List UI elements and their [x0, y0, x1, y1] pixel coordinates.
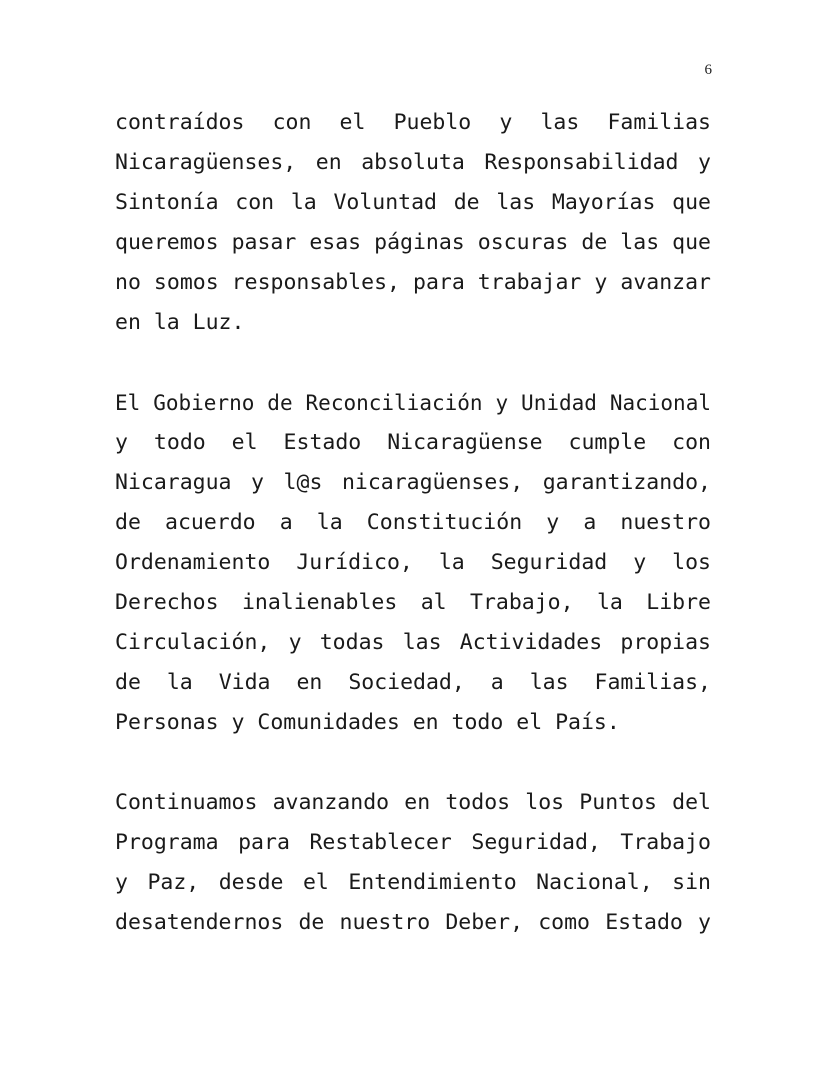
text-line: de acuerdo a la Constitución y a nuestro — [115, 510, 711, 535]
text-line: de la Vida en Sociedad, a las Familias, — [115, 670, 711, 695]
text-line: y Paz, desde el Entendimiento Nacional, sin — [115, 870, 711, 895]
text-line: Circulación, y todas las Actividades propias — [115, 630, 711, 655]
text-line: Personas y Comunidades en todo el País. — [115, 710, 620, 735]
text-line: Programa para Restablecer Seguridad, Trabajo — [115, 830, 711, 855]
text-line: en la Luz. — [115, 310, 245, 335]
text-line: contraídos con el Pueblo y las Familias — [115, 110, 711, 135]
text-line: Nicaragüenses, en absoluta Responsabilidad y — [115, 150, 711, 175]
paragraph-1 — [115, 103, 711, 343]
text-line: queremos pasar esas páginas oscuras de las que — [115, 230, 711, 255]
text-line: Continuamos avanzando en todos los Puntos del — [115, 790, 711, 815]
text-line: Ordenamiento Jurídico, la Seguridad y los — [115, 550, 711, 575]
text-line: Sintonía con la Voluntad de las Mayorías que — [115, 190, 711, 215]
text-line: Nicaragua y l@s nicaragüenses, garantizando, — [115, 470, 711, 495]
text-line: y todo el Estado Nicaragüense cumple con — [115, 430, 711, 455]
paragraph-2 — [115, 383, 711, 743]
page-number: 6 — [704, 62, 712, 78]
text-line: Derechos inalienables al Trabajo, la Libre — [115, 590, 711, 615]
paragraph-3 — [115, 783, 711, 943]
text-line: no somos responsables, para trabajar y avanzar — [115, 270, 711, 295]
text-line: desatendernos de nuestro Deber, como Estado y — [115, 910, 711, 935]
text-line: El Gobierno de Reconciliación y Unidad Nacional — [115, 391, 711, 415]
